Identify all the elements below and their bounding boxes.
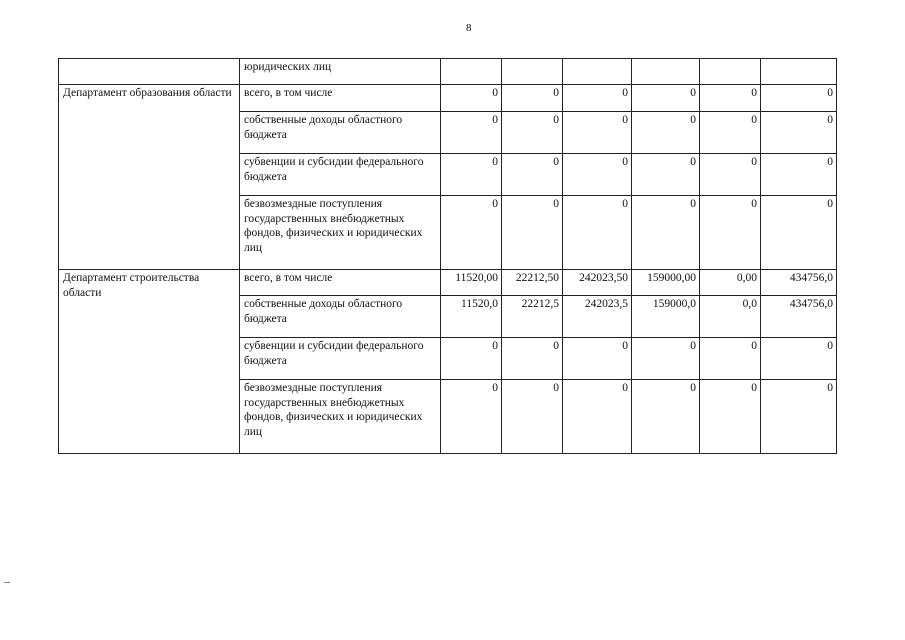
value-cell: 0: [502, 154, 563, 196]
value-cell: [563, 59, 632, 85]
value-cell: 0: [632, 338, 700, 380]
value-cell: 11520,0: [441, 296, 502, 338]
value-cell: 22212,5: [502, 296, 563, 338]
value-cell: 0: [761, 380, 837, 454]
value-cell: 0: [502, 196, 563, 270]
value-cell: 0: [632, 380, 700, 454]
value-cell: 242023,5: [563, 296, 632, 338]
value-cell: 0: [441, 338, 502, 380]
value-cell: 0: [441, 380, 502, 454]
value-cell: 434756,0: [761, 296, 837, 338]
value-cell: 0: [441, 196, 502, 270]
value-cell: 0: [502, 85, 563, 112]
value-cell: 0: [761, 338, 837, 380]
funding-source-cell: собственные доходы областного бюджета: [240, 112, 441, 154]
value-cell: 0: [700, 338, 761, 380]
department-cell: Департамент строительства области: [59, 270, 240, 454]
value-cell: 0: [441, 112, 502, 154]
value-cell: [761, 59, 837, 85]
value-cell: 0: [502, 338, 563, 380]
value-cell: 434756,0: [761, 270, 837, 296]
value-cell: 0: [700, 196, 761, 270]
value-cell: 0: [441, 154, 502, 196]
value-cell: [700, 59, 761, 85]
funding-source-cell: всего, в том числе: [240, 270, 441, 296]
value-cell: 0: [563, 338, 632, 380]
value-cell: 0: [632, 85, 700, 112]
department-cell: Департамент образования области: [59, 85, 240, 270]
value-cell: 0: [761, 112, 837, 154]
value-cell: 0: [761, 196, 837, 270]
table-row: [59, 59, 837, 85]
value-cell: 0: [632, 154, 700, 196]
value-cell: [441, 59, 502, 85]
budget-table: [58, 58, 837, 454]
value-cell: 0: [632, 112, 700, 154]
funding-source-cell: всего, в том числе: [240, 85, 441, 112]
funding-source-cell: субвенции и субсидии федерального бюджета: [240, 338, 441, 380]
value-cell: 242023,50: [563, 270, 632, 296]
value-cell: 159000,0: [632, 296, 700, 338]
value-cell: 0: [700, 154, 761, 196]
value-cell: 0: [700, 85, 761, 112]
value-cell: 159000,00: [632, 270, 700, 296]
value-cell: 0,0: [700, 296, 761, 338]
value-cell: [632, 59, 700, 85]
value-cell: 0: [563, 85, 632, 112]
funding-source-cell: безвозмездные поступления государственных внебюджетных фондов, физических и юридических лиц: [240, 380, 441, 454]
funding-source-cell: субвенции и субсидии федерального бюджета: [240, 154, 441, 196]
value-cell: 22212,50: [502, 270, 563, 296]
value-cell: 0: [441, 85, 502, 112]
value-cell: 0: [563, 154, 632, 196]
department-cell: [59, 59, 240, 85]
table-row: [59, 85, 837, 112]
value-cell: 0: [563, 380, 632, 454]
value-cell: 0: [502, 380, 563, 454]
value-cell: 0: [761, 154, 837, 196]
value-cell: 0: [563, 196, 632, 270]
value-cell: 0: [563, 112, 632, 154]
value-cell: 0: [502, 112, 563, 154]
funding-source-cell: безвозмездные поступления государственных внебюджетных фондов, физических и юридических лиц: [240, 196, 441, 270]
value-cell: 11520,00: [441, 270, 502, 296]
value-cell: 0: [700, 112, 761, 154]
scan-edge-mark: [4, 582, 10, 583]
table-row: [59, 270, 837, 296]
value-cell: 0,00: [700, 270, 761, 296]
value-cell: 0: [632, 196, 700, 270]
value-cell: 0: [700, 380, 761, 454]
value-cell: [502, 59, 563, 85]
value-cell: 0: [761, 85, 837, 112]
page-number: 8: [466, 22, 472, 34]
funding-source-cell: собственные доходы областного бюджета: [240, 296, 441, 338]
funding-source-cell: юридических лиц: [240, 59, 441, 85]
